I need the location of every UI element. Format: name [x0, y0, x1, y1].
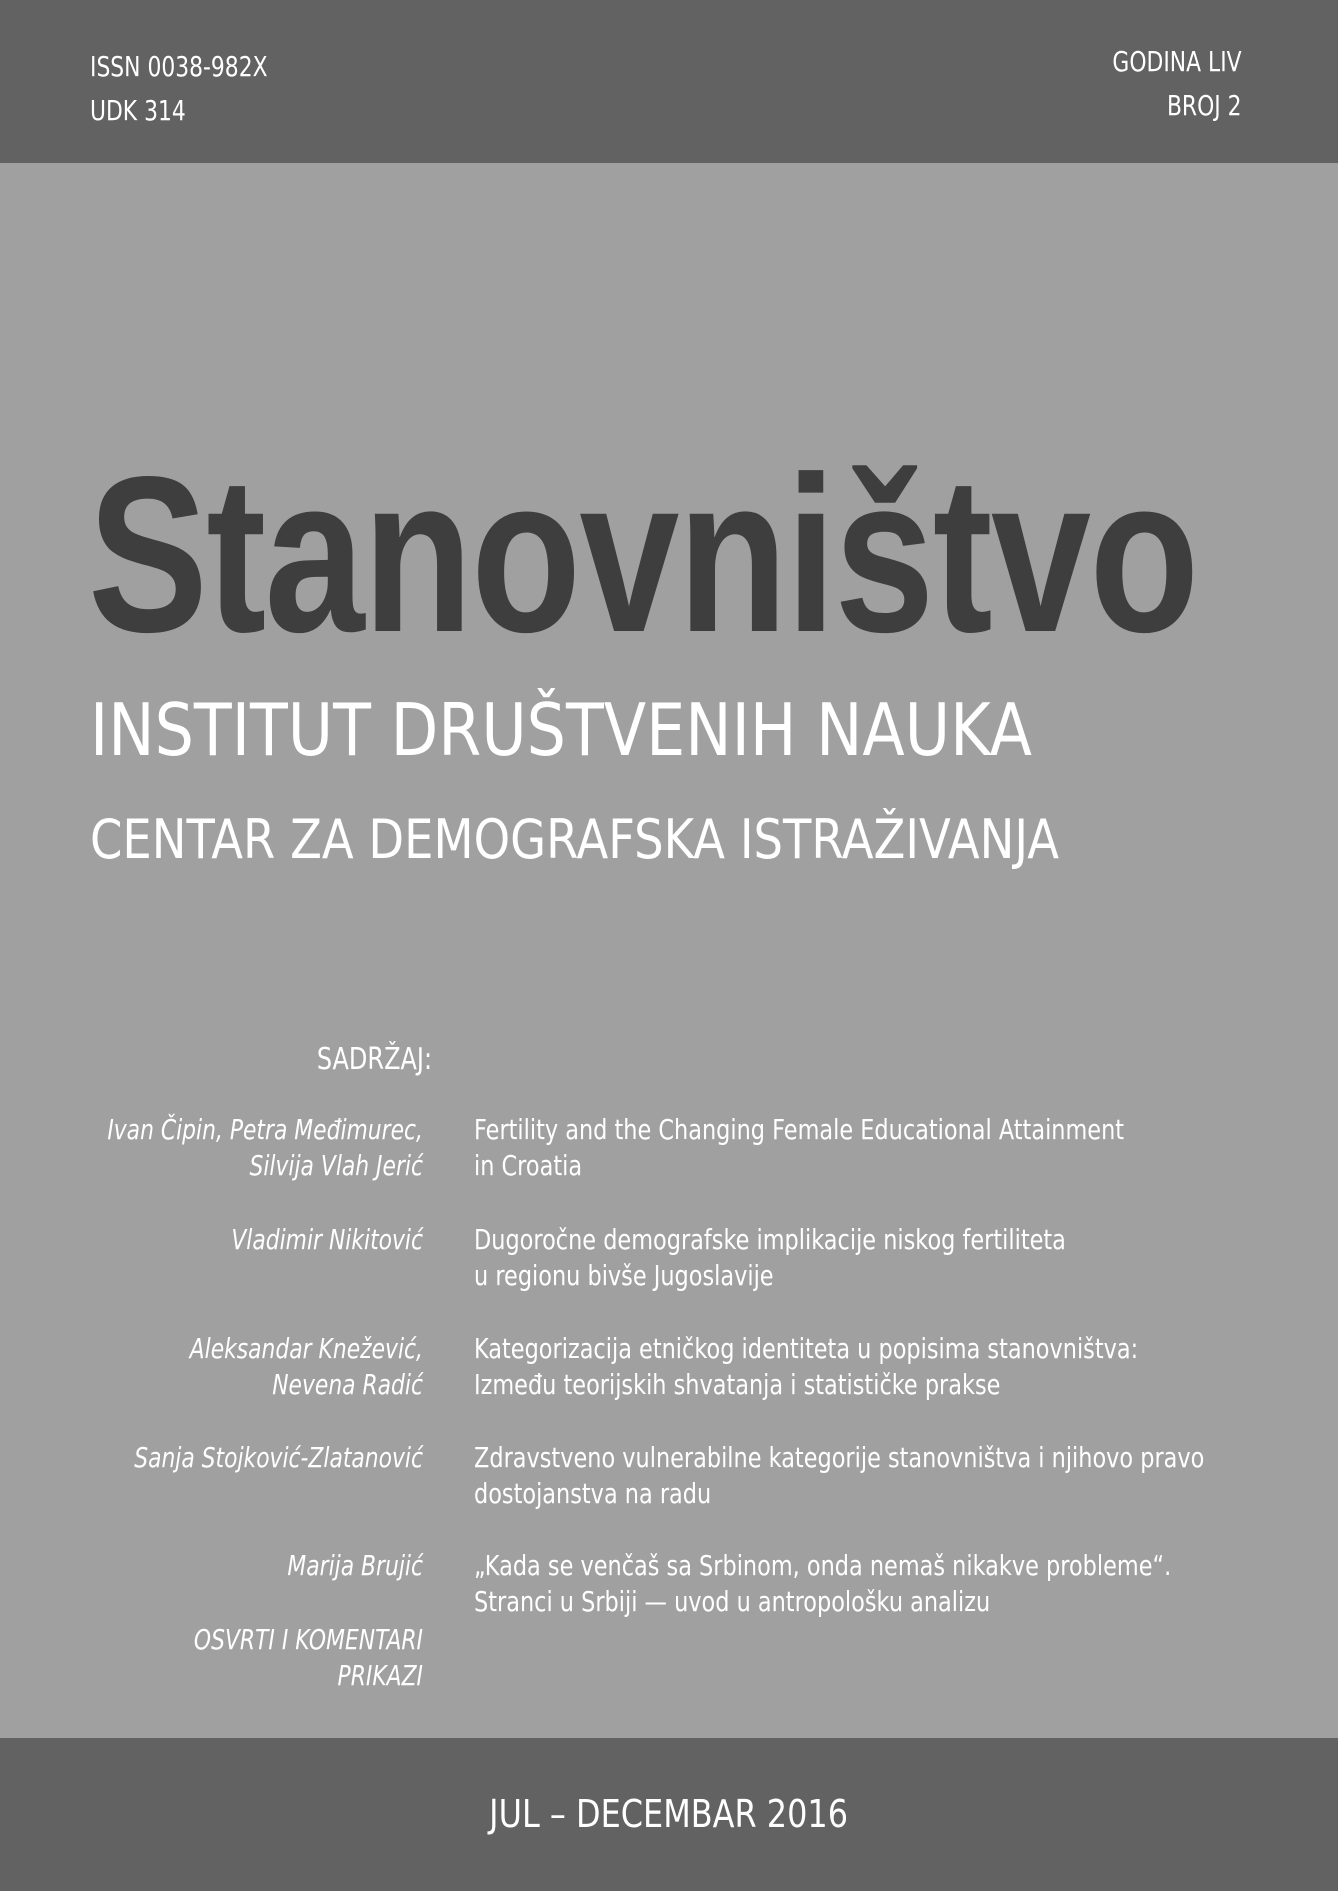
- toc-entry-title: [474, 1331, 1139, 1403]
- toc-entry-title: [474, 1222, 1114, 1294]
- section-reviews: PRIKAZI: [337, 1659, 423, 1692]
- section-comments: OSVRTI I KOMENTARI: [193, 1623, 423, 1656]
- toc-entry-authors: [95, 1112, 423, 1184]
- toc-entry-authors: [95, 1222, 423, 1258]
- author-line: Ivan Čipin, Petra Međimurec,: [107, 1113, 423, 1146]
- title-line: Fertility and the Changing Female Educational Attainment: [474, 1113, 1125, 1146]
- toc-entry-authors: [95, 1548, 423, 1584]
- title-line: Dugoročne demografske implikacije niskog fertiliteta: [474, 1223, 1066, 1256]
- title-line: in Croatia: [474, 1149, 583, 1182]
- publisher-center: CENTAR ZA DEMOGRAFSKA ISTRAŽIVANJA: [90, 808, 1059, 871]
- title-line: Kategorizacija etničkog identiteta u popisima stanovništva:: [474, 1332, 1139, 1365]
- author-line: Nevena Radić: [272, 1368, 423, 1401]
- year-label: GODINA LIV: [1112, 45, 1242, 78]
- issn-number: ISSN 0038-982X: [90, 50, 268, 83]
- toc-entry-title: [474, 1440, 1205, 1512]
- contents-heading: SADRŽAJ:: [316, 1042, 432, 1077]
- title-line: dostojanstva na radu: [474, 1477, 712, 1510]
- udk-number: UDK 314: [90, 94, 186, 127]
- issue-period-text: JUL – DECEMBAR 2016: [489, 1792, 849, 1836]
- author-line: Marija Brujić: [287, 1549, 423, 1582]
- author-line: Sanja Stojković-Zlatanović: [134, 1441, 423, 1474]
- issue-block: [1113, 40, 1242, 128]
- author-line: Silvija Vlah Jerić: [249, 1149, 423, 1182]
- title-line: Zdravstveno vulnerabilne kategorije stanovništva i njihovo pravo: [474, 1441, 1205, 1474]
- title-line: „Kada se venčaš sa Srbinom, onda nemaš nikakve probleme“.: [474, 1549, 1172, 1582]
- toc-entry-title: [474, 1112, 1125, 1184]
- issue-label: BROJ 2: [1167, 89, 1242, 122]
- title-line: u regionu bivše Jugoslavije: [474, 1259, 774, 1292]
- title-line: Stranci u Srbiji — uvod u antropološku analizu: [474, 1585, 991, 1618]
- title-line: Između teorijskih shvatanja i statističke prakse: [474, 1368, 1001, 1401]
- toc-sections: [95, 1622, 423, 1694]
- journal-title: Stanovništvo: [88, 431, 1198, 679]
- publisher-name: INSTITUT DRUŠTVENIH NAUKA: [90, 688, 1032, 772]
- toc-entry-title: [474, 1548, 1172, 1620]
- issue-period: [0, 1790, 1338, 1838]
- issn-block: [90, 45, 268, 133]
- author-line: Vladimir Nikitović: [231, 1223, 423, 1256]
- toc-entry-authors: [95, 1331, 423, 1403]
- author-line: Aleksandar Knežević,: [189, 1332, 423, 1365]
- toc-entry-authors: [95, 1440, 423, 1476]
